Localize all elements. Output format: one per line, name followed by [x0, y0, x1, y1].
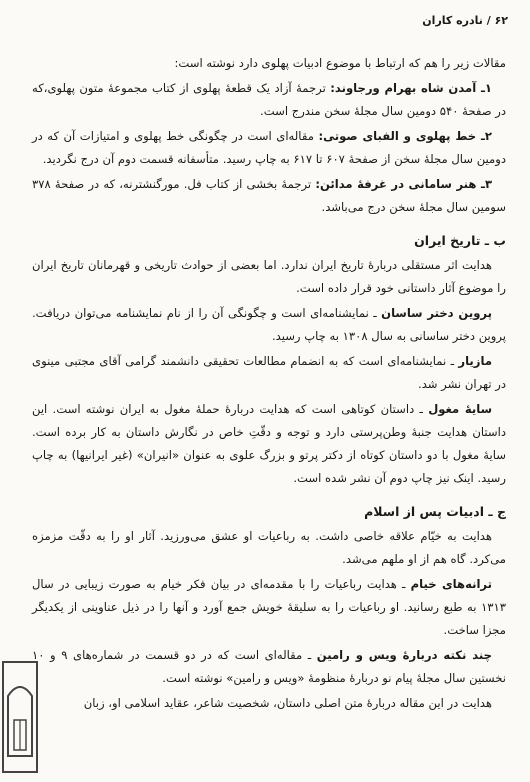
item-3-title: ۳ـ هنر سامانی در غرفهٔ مدائن:: [315, 177, 493, 191]
list-item-3: [32, 173, 506, 219]
b1-text: ـ نمایشنامه‌ای است و چگونگی آن را از نام نمایشنامه می‌توان دریافت. پروین دختر ساسانی به سال ۱۳۰۸ به چاپ رسید.: [32, 306, 506, 343]
section-b-item-3: [32, 398, 506, 490]
section-b-item-2: [32, 350, 506, 396]
section-c-intro: هدایت به خیّام علاقه خاصی داشت. به رباعیات او عشق می‌ورزید. آثار او را به دقّت مزمزه می‌کرد. گاه هم از او ملهم می‌شد.: [32, 529, 506, 566]
c1-text: ـ هدایت رباعیات را با مقدمه‌ای در بیان فکر خیام به صورت زیبایی در سال ۱۳۱۳ به طبع رسانید. او رباعیات را به سلیقهٔ خویش جمع آورد و آنها را در ذیل عناوینی از یکدیگر مجزا ساخت.: [32, 577, 506, 637]
running-head: ۶۲ / نادره کاران: [422, 14, 508, 27]
item-2-title: ۲ـ خط پهلوی و الفبای صوتی:: [318, 129, 492, 143]
library-stamp-icon: [0, 656, 42, 776]
b2-title: مازیار: [458, 354, 492, 368]
b3-title: سایهٔ مغول: [428, 402, 492, 416]
list-item-2: [32, 125, 506, 171]
intro-paragraph: مقالات زیر را هم که ارتباط با موضوع ادبیات پهلوی دارد نوشته است:: [174, 56, 506, 70]
list-item-1: [32, 77, 506, 123]
section-b-intro: هدایت اثر مستقلی دربارهٔ تاریخ ایران ندارد. اما بعضی از حوادث تاریخی و قهرمانان تاریخ ایران را موضوع آثار داستانی خود قرار داده است.: [32, 258, 506, 295]
item-3-text: ترجمهٔ بخشی از کتاب فل. مورگنشترنه، که در صفحهٔ ۳۷۸ سومین سال مجلهٔ سخن درج می‌باشد.: [32, 177, 506, 214]
c2-title: چند نکته دربارهٔ ویس و رامین: [316, 648, 492, 662]
item-1-text: ترجمهٔ آزاد یک قطعهٔ پهلوی از کتاب مجموعهٔ متون پهلوی،که در صفحهٔ ۵۴۰ دومین سال مجلهٔ سخن مندرج است.: [32, 81, 506, 118]
b2-text: ـ نمایشنامه‌ای است که به انضمام مطالعات تحقیقی دانشمند گرامی آقای مجتبی مینوی در تهران نشر شد.: [32, 354, 506, 391]
section-c-item-2: [32, 644, 506, 690]
b1-title: پروین دختر ساسان: [381, 306, 492, 320]
section-c-heading: ج ـ ادبیات پس از اسلام: [364, 504, 506, 519]
section-b-item-1: [32, 302, 506, 348]
c1-title: ترانه‌های خیام: [410, 577, 492, 591]
item-2-text: مقاله‌ای است در چگونگی خط پهلوی و امتیازات آن که در دومین سال مجلهٔ سخن از صفحهٔ ۶۰۷ تا ۶۱۷ به چاپ رسید. متأسفانه قسمت دوم آن درج نگردید.: [32, 129, 506, 166]
c2-text: ـ مقاله‌ای است که در دو قسمت در شماره‌های ۹ و ۱۰ نخستین سال مجلهٔ پیام نو دربارهٔ منظومهٔ «ویس و رامین» نوشته است.: [32, 648, 506, 685]
section-c-item-1: [32, 573, 506, 642]
page-body: [32, 52, 506, 717]
section-b-heading: ب ـ تاریخ ایران: [414, 233, 506, 248]
item-1-title: ۱ـ آمدن شاه بهرام ورجاوند:: [330, 81, 492, 95]
closing-paragraph: هدایت در این مقاله دربارهٔ متن اصلی داستان، شخصیت شاعر، عقاید اسلامی او، زبان: [83, 696, 492, 710]
b3-text: ـ داستان کوتاهی است که هدایت دربارهٔ حملهٔ مغول به ایران نوشته است. این داستان هدایت جنبهٔ وطن‌پرستی دارد و توجه و دقّتِ خاص در نگارش داستان به کار برده است. سایهٔ مغول با دو داستان کوتاه از دکتر پرتو و بزرگ علوی به عنوان «انیران» (غیر ایرانیها) به چاپ رسید. اینک نیز چاپ دوم آن نشر شده است.: [32, 402, 506, 485]
